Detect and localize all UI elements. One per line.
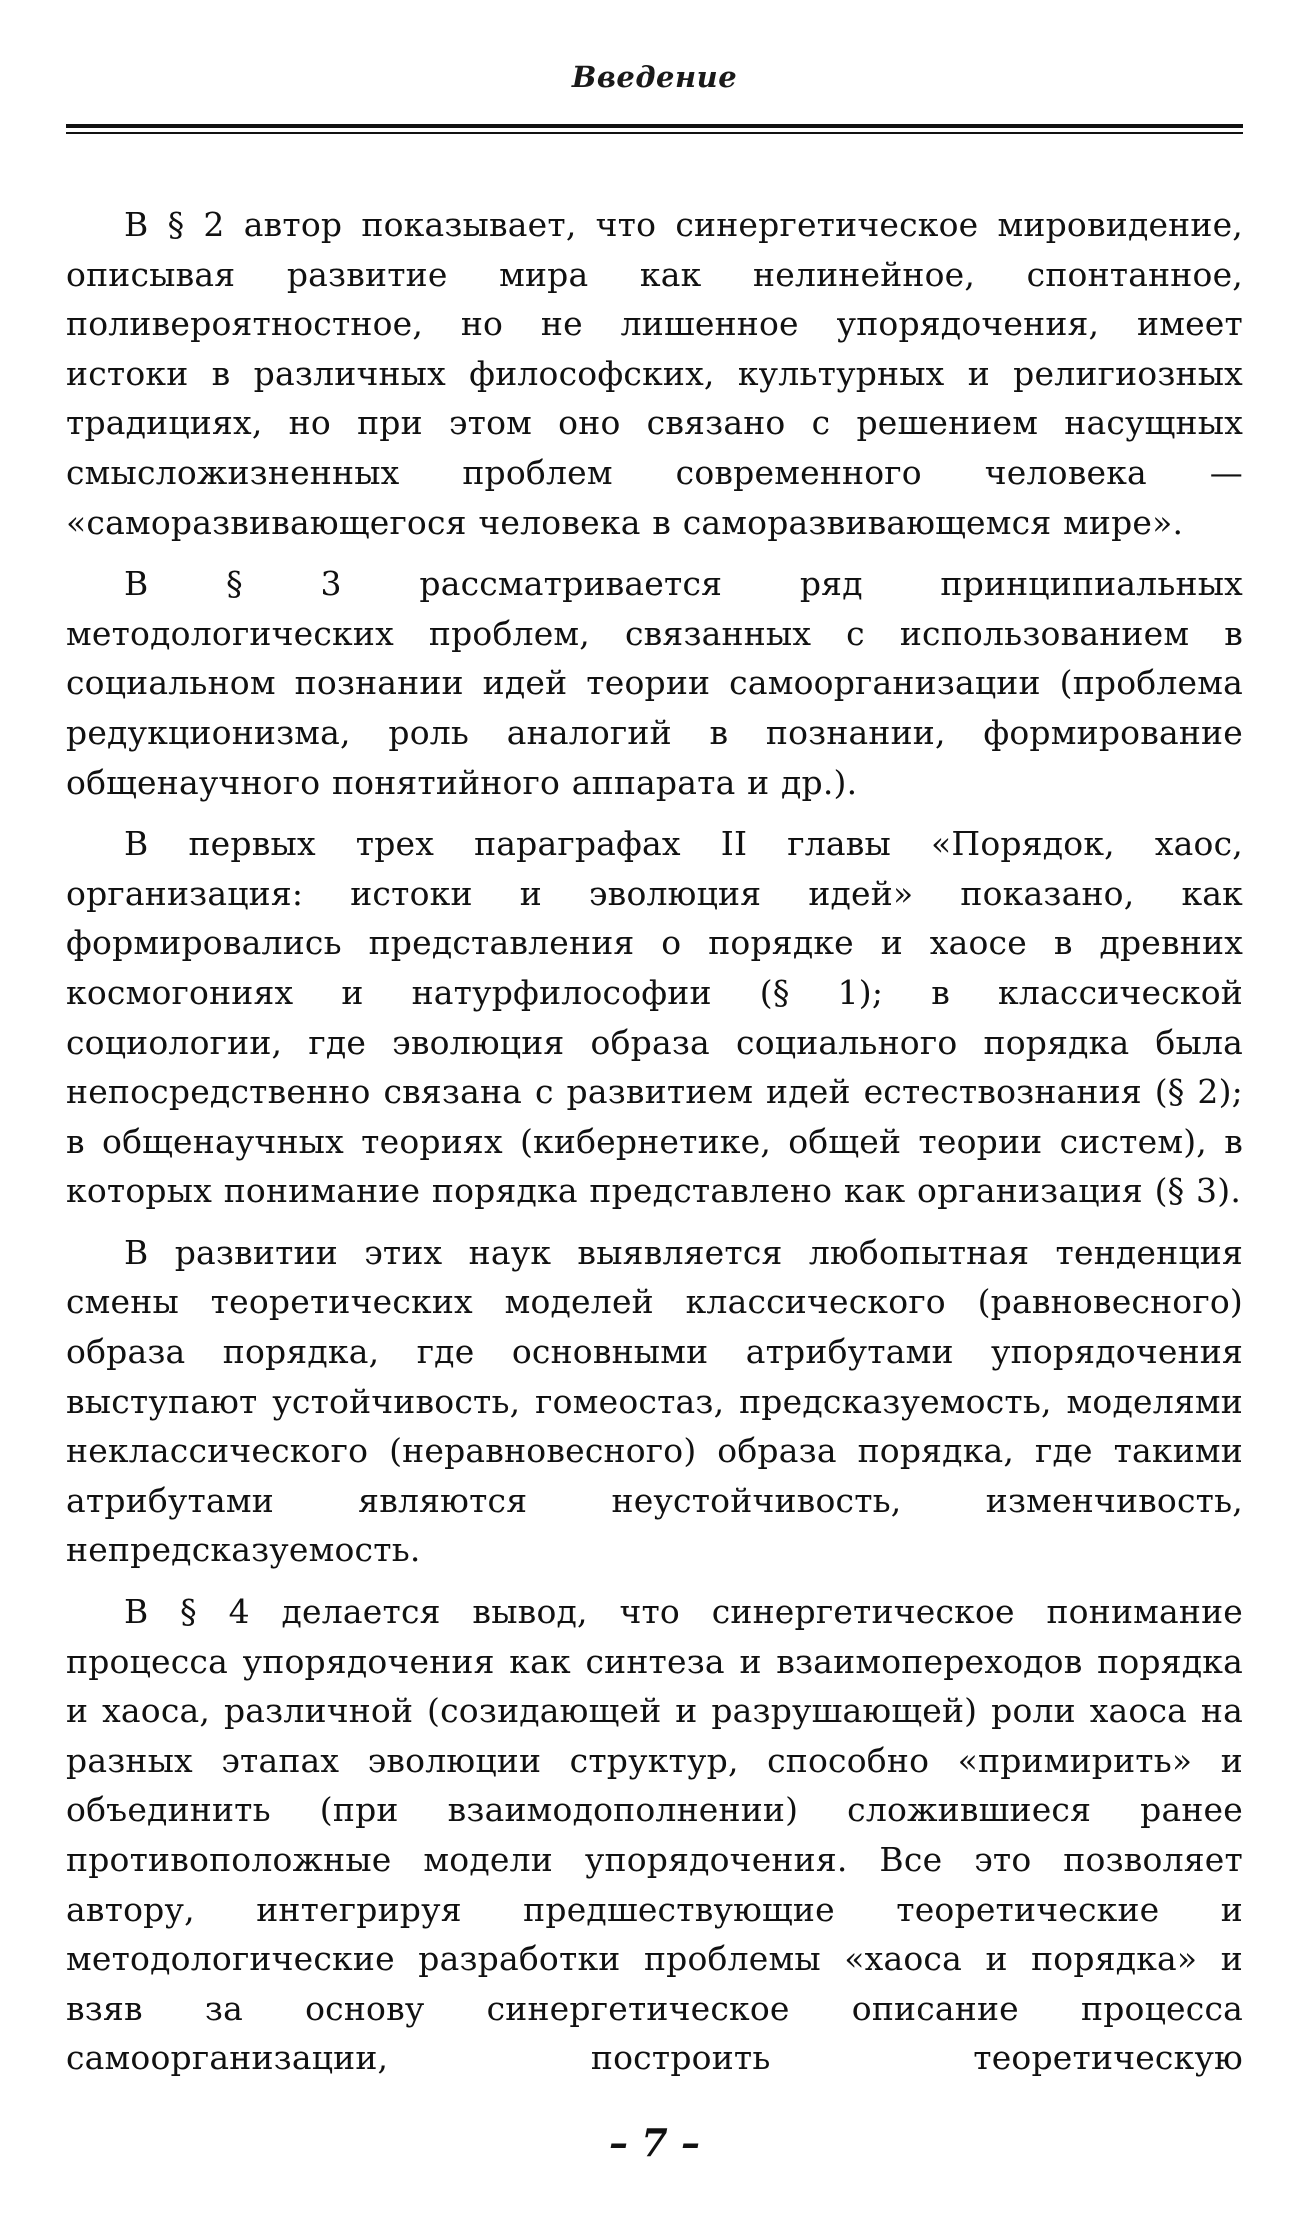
running-header-title: Введение bbox=[571, 60, 738, 94]
running-header bbox=[66, 60, 1243, 94]
header-rule-thick bbox=[66, 124, 1243, 128]
paragraph: В § 4 делается вывод, что синергетическое понимание процесса упорядочения как синтеза и взаимопереходов порядка и хаоса, различной (созидающей и разрушающей) роли хаоса на разных этапах эволюции структур, способно «примирить» и объединить (при взаимодополнении) сложившиеся ранее противоположные модели упорядочения. Все это позволяет автору, интегрируя предшествующие теоретические и методологические разработки проблемы «хаоса и порядка» и взяв за основу синергетическое описание процесса самоорганизации, построить теоретическую bbox=[66, 1592, 1243, 2078]
header-rule-thin bbox=[66, 132, 1243, 134]
paragraph: В развитии этих наук выявляется любопытная тенденция смены теоретических моделей классического (равновесного) образа порядка, где основными атрибутами упорядочения выступают устойчивость, гомеостаз, предсказуемость, моделями неклассического (неравновесного) образа порядка, где такими атрибутами являются неустойчивость, изменчивость, непредсказуемость. bbox=[66, 1232, 1243, 1570]
page-number: – 7 – bbox=[609, 2120, 700, 2165]
paragraph: В § 2 автор показывает, что синергетическое мировидение, описывая развитие мира как нелинейное, спонтанное, поливероятностное, но не лишенное упорядочения, имеет истоки в различных философских, культурных и религиозных традициях, но при этом оно связано с решением насущных смысложизненных проблем современного человека — «саморазвивающегося человека в саморазвивающемся мире». bbox=[66, 205, 1243, 542]
paragraph: В первых трех параграфах II главы «Порядок, хаос, организация: истоки и эволюция идей» показано, как формировались представления о порядке и хаосе в древних космогониях и натурфилософии (§ 1); в классической социологии, где эволюция образа социального порядка была непосредственно связана с развитием идей естествознания (§ 2); в общенаучных теориях (кибернетике, общей теории систем), в которых понимание порядка представлено как организация (§ 3). bbox=[66, 824, 1243, 1211]
page-body bbox=[66, 200, 1243, 2095]
paragraph: В § 3 рассматривается ряд принципиальных методологических проблем, связанных с использованием в социальном познании идей теории самоорганизации (проблема редукционизма, роль аналогий в познании, формирование общенаучного понятийного аппарата и др.). bbox=[66, 564, 1243, 802]
